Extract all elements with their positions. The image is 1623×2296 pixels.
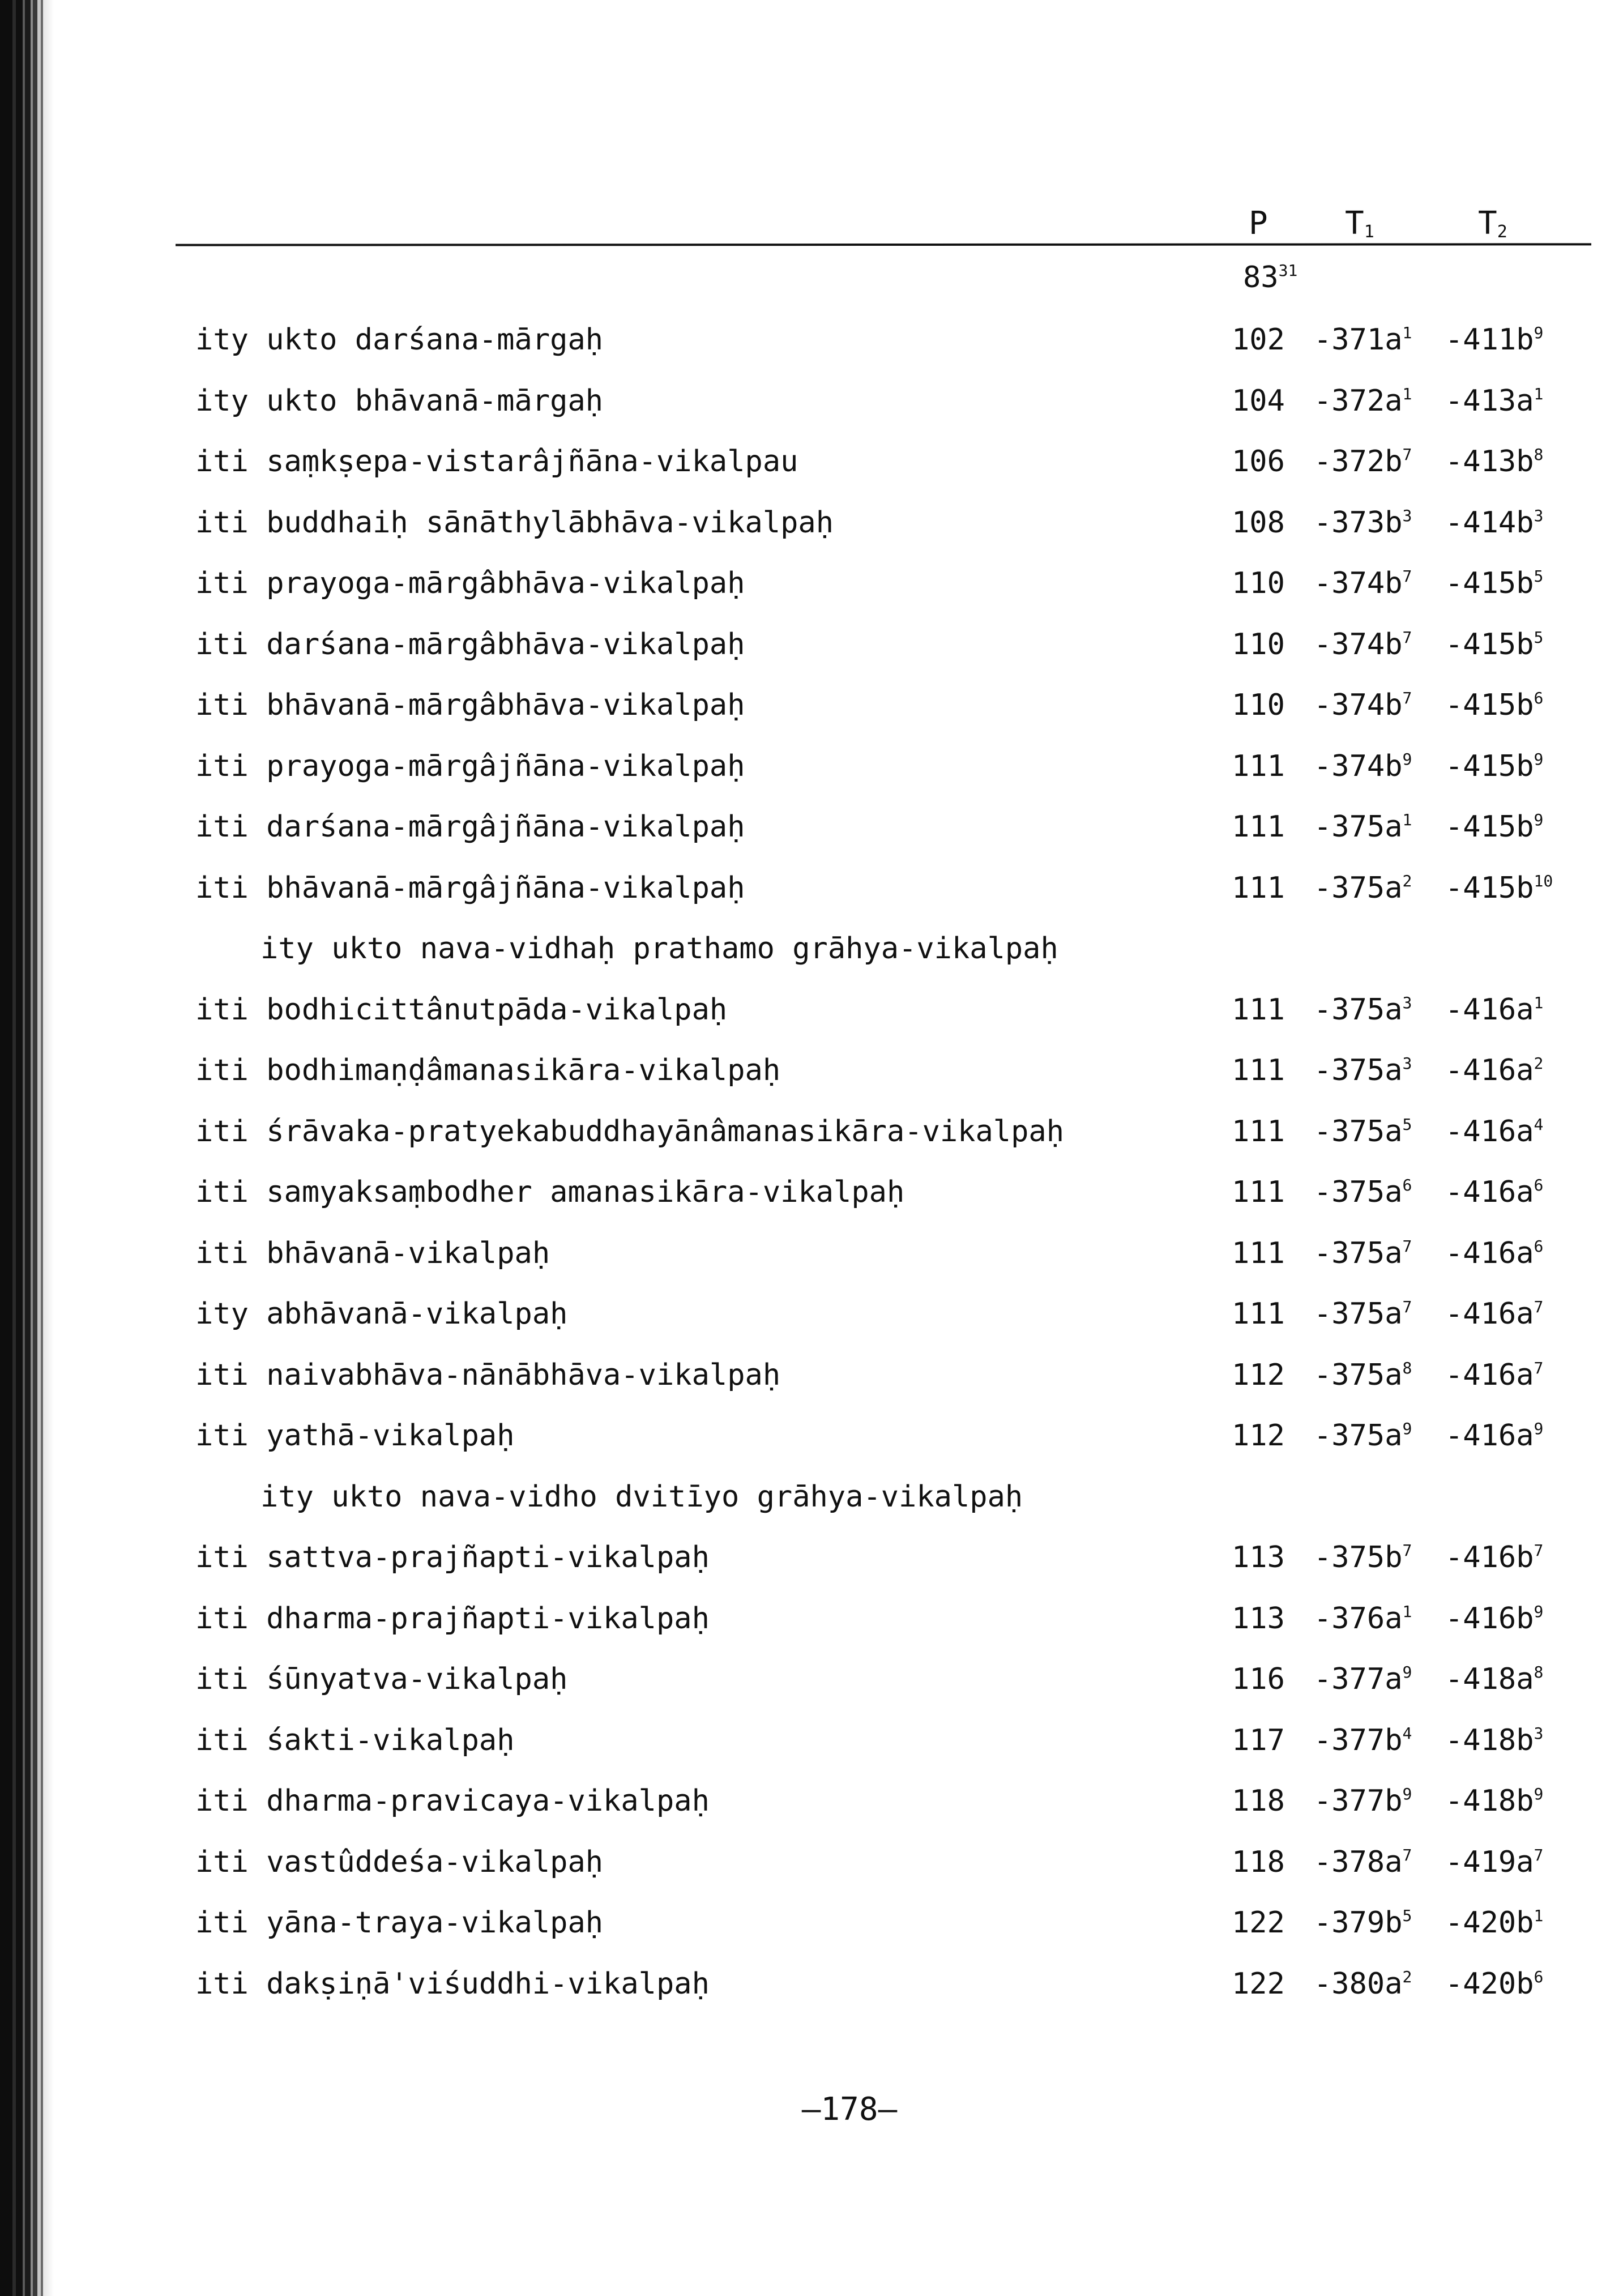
entry-text: iti dharma-pravicaya-vikalpaḥ [195,1784,710,1818]
table-row [0,746,1623,808]
table-row [0,807,1623,868]
page-ref-t2: $-415b^6$ [1445,688,1544,722]
page-ref-t1: $-377b^9$ [1314,1784,1412,1818]
page-ref-p: 111 [1232,810,1285,844]
page-ref-p: 108 [1232,505,1285,540]
page-ref-t2: $-418b^3$ [1445,1723,1544,1757]
table-row [0,320,1623,381]
summary-row [0,1477,1623,1538]
column-header-t1: $T_1$ [1345,205,1374,242]
entry-text: iti saṃkṣepa-vistarâjñāna-vikalpau [195,445,798,479]
entry-text: iti bhāvanā-mārgâbhāva-vikalpaḥ [195,688,745,722]
table-row [0,1964,1623,2025]
table-row [0,868,1623,929]
page-ref-t2: $-415b^{10}$ [1445,870,1553,905]
entry-text: iti śakti-vikalpaḥ [195,1723,515,1757]
page-ref-t2: $-411b^9$ [1445,323,1544,357]
table-row [0,1781,1623,1842]
entry-text: ity ukto nava-vidho dvitīyo grāhya-vikalpaḥ [260,1479,1023,1514]
table-row [0,1051,1623,1112]
page-ref-p: 112 [1232,1419,1285,1453]
entry-text: iti prayoga-mārgâbhāva-vikalpaḥ [195,566,745,600]
page-ref-t2: $-418b^9$ [1445,1784,1544,1818]
entry-text: ity abhāvanā-vikalpaḥ [195,1297,568,1331]
page-ref-t1: $-375a^5$ [1314,1114,1412,1149]
entry-text: iti samyaksaṃbodher amanasikāra-vikalpaḥ [195,1175,905,1209]
table-row [0,564,1623,625]
page-ref-t1: $-377b^4$ [1314,1723,1412,1757]
page-ref-t2: $-419a^7$ [1445,1845,1544,1879]
page-ref-t1: $-375a^3$ [1314,992,1412,1027]
page-ref-t1: $-375b^7$ [1314,1540,1412,1574]
page-ref-t2: $-413b^8$ [1445,445,1544,479]
page-ref-t1: $-374b^9$ [1314,749,1412,783]
page-ref-p: 118 [1232,1845,1285,1879]
page-ref-t2: $-413a^1$ [1445,383,1544,418]
table-row [0,1234,1623,1295]
table-row [0,1538,1623,1599]
page-ref-p: 122 [1232,1966,1285,2001]
page-ref-t2: $-415b^9$ [1445,749,1544,783]
page-ref-t2: $-416a^2$ [1445,1053,1544,1087]
page-ref-t2: $-414b^3$ [1445,505,1544,540]
page-ref-t1: $-374b^7$ [1314,688,1412,722]
page-ref-t1: $-379b^5$ [1314,1906,1412,1940]
page-ref-p: 111 [1232,1175,1285,1209]
page-ref-p: 111 [1232,870,1285,905]
table-row [0,1416,1623,1477]
page-ref-t2: $-416a^1$ [1445,992,1544,1027]
page-ref-p: 106 [1232,445,1285,479]
page-ref-t2: $-416a^9$ [1445,1419,1544,1453]
page-ref-t1: $-372b^7$ [1314,445,1412,479]
page-ref-t2: $-416a^7$ [1445,1297,1544,1331]
table-row [0,990,1623,1051]
page-ref-p: 122 [1232,1906,1285,1940]
page-ref-t2: $-415b^9$ [1445,810,1544,844]
table-row [0,625,1623,686]
page-ref-t2: $-416a^6$ [1445,1175,1544,1209]
entry-text: iti vastûddeśa-vikalpaḥ [195,1845,604,1879]
table-row [0,1172,1623,1234]
page-ref-t2: $-415b^5$ [1445,627,1544,662]
header-rule [176,243,1591,246]
page-ref-t1: $-375a^7$ [1314,1236,1412,1270]
page-ref-t1: $-375a^2$ [1314,870,1412,905]
page-ref-t1: $-371a^1$ [1314,323,1412,357]
entry-text: iti buddhaiḥ sānāthylābhāva-vikalpaḥ [195,505,834,540]
page-ref-p: 102 [1232,323,1285,357]
page-ref-p: 110 [1232,688,1285,722]
column-header-p: P [1249,205,1268,242]
entry-text: iti śrāvaka-pratyekabuddhayānâmanasikāra-vikalpaḥ [195,1114,1065,1149]
page-ref-t1: $-378a^7$ [1314,1845,1412,1879]
entry-text: iti dakṣiṇā'viśuddhi-vikalpaḥ [195,1966,710,2001]
page-ref-t2: $-416a^4$ [1445,1114,1544,1149]
table-row [0,1599,1623,1660]
index-table [0,320,1623,2025]
table-row [0,685,1623,746]
page-ref-p: 104 [1232,383,1285,418]
page-ref-t1: $-375a^1$ [1314,810,1412,844]
page-ref-p: 113 [1232,1601,1285,1636]
entry-text: iti naivabhāva-nānābhāva-vikalpaḥ [195,1358,781,1392]
page-ref-p: 111 [1232,1114,1285,1149]
page-ref-t1: $-374b^7$ [1314,566,1412,600]
table-row [0,1294,1623,1355]
page-ref-t2: $-415b^5$ [1445,566,1544,600]
page-ref-p: 116 [1232,1662,1285,1696]
page-ref-t2: $-420b^1$ [1445,1906,1544,1940]
page-ref-t1: $-376a^1$ [1314,1601,1412,1636]
page-ref-p: 111 [1232,1236,1285,1270]
page-ref-t2: $-416b^9$ [1445,1601,1544,1636]
entry-text: iti dharma-prajñapti-vikalpaḥ [195,1601,710,1636]
entry-text: iti darśana-mārgâjñāna-vikalpaḥ [195,810,745,844]
page-ref-t2: $-418a^8$ [1445,1662,1544,1696]
page-ref-p: 110 [1232,566,1285,600]
page-ref-p: 113 [1232,1540,1285,1574]
entry-text: iti yāna-traya-vikalpaḥ [195,1906,604,1940]
table-row [0,381,1623,442]
page-ref-p: 118 [1232,1784,1285,1818]
table-row [0,1355,1623,1416]
page-ref-t2: $-416a^6$ [1445,1236,1544,1270]
column-header-t2: $T_2$ [1478,205,1507,242]
entry-text: ity ukto nava-vidhaḥ prathamo grāhya-vikalpaḥ [260,932,1058,966]
page-ref-t1: $-377a^9$ [1314,1662,1412,1696]
page-ref-t2: $-416b^7$ [1445,1540,1544,1574]
entry-text: iti prayoga-mārgâjñāna-vikalpaḥ [195,749,745,783]
page-ref-t1: $-375a^6$ [1314,1175,1412,1209]
table-row [0,1842,1623,1904]
entry-text: iti yathā-vikalpaḥ [195,1419,515,1453]
page-ref-t2: $-416a^7$ [1445,1358,1544,1392]
table-row [0,1721,1623,1782]
page-ref-p: 110 [1232,627,1285,662]
page-ref-t1: $-372a^1$ [1314,383,1412,418]
entry-text: iti bhāvanā-vikalpaḥ [195,1236,550,1270]
summary-row [0,929,1623,990]
entry-text: ity ukto bhāvanā-mārgaḥ [195,383,604,418]
entry-text: iti bhāvanā-mārgâjñāna-vikalpaḥ [195,870,745,905]
page-ref-t1: $-375a^3$ [1314,1053,1412,1087]
page-ref-t1: $-375a^8$ [1314,1358,1412,1392]
entry-text: iti śūnyatva-vikalpaḥ [195,1662,568,1696]
page-ref-t1: $-380a^2$ [1314,1966,1412,2001]
page-ref-t2: $-420b^6$ [1445,1966,1544,2001]
page-ref-p: 112 [1232,1358,1285,1392]
table-row [0,1112,1623,1173]
entry-text: iti darśana-mārgâbhāva-vikalpaḥ [195,627,745,662]
entry-text: ity ukto darśana-mārgaḥ [195,323,604,357]
page-ref-p: 111 [1232,749,1285,783]
page-ref-t1: $-375a^7$ [1314,1297,1412,1331]
page-ref-t1: $-374b^7$ [1314,627,1412,662]
page-number: —178— [801,2091,898,2128]
page-ref-p: 111 [1232,1297,1285,1331]
page-ref-p: 111 [1232,1053,1285,1087]
page-ref-t1: $-373b^3$ [1314,505,1412,540]
entry-text: iti sattva-prajñapti-vikalpaḥ [195,1540,710,1574]
entry-text: iti bodhimaṇḍâmanasikāra-vikalpaḥ [195,1053,781,1087]
table-row [0,1659,1623,1721]
top-reference: $83^{31}$ [1243,261,1298,295]
table-row [0,503,1623,564]
entry-text: iti bodhicittânutpāda-vikalpaḥ [195,992,728,1027]
page-ref-p: 117 [1232,1723,1285,1757]
table-row [0,1903,1623,1964]
page-ref-p: 111 [1232,992,1285,1027]
table-row [0,442,1623,503]
page-ref-t1: $-375a^9$ [1314,1419,1412,1453]
